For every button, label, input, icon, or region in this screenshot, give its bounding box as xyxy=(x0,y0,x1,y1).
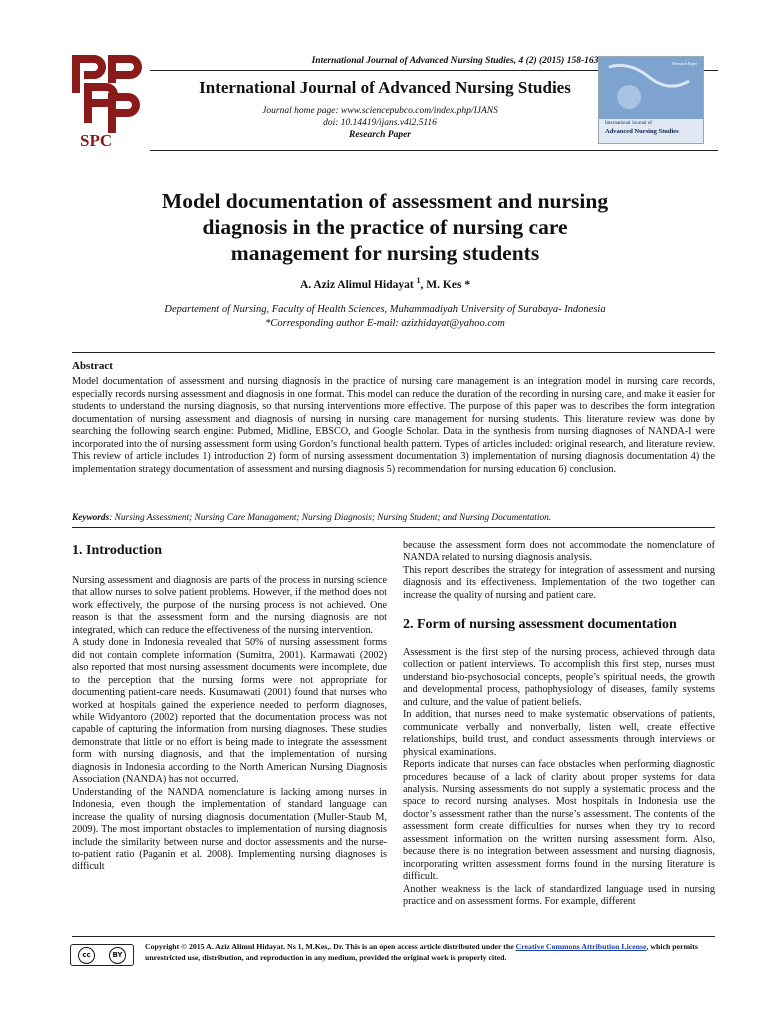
corresponding-author: *Corresponding author E-mail: azizhidayat@yahoo.com xyxy=(265,318,505,329)
abstract-text: Model documentation of assessment and nursing diagnosis in the practice of nursing care management is an integration model in nursing care records, especially records nursing assessment and diagnosis in one format. This model can reduce the duration of the recording in nursing care, and make it easier for students to understand the nursing diagnosis, so that nursing interventions more effective. The purpose of this paper was to describes the form integration documentation of nursing assessment and diagnosis of nursing in nursing care management for nursing students. This literature review was done by searching the following search engine: Pubmed, Midline, EBSCO, and Google Scholar. Data in the synthesis from nursing diagnoses of NANDA-I were incorporated into the of nursing assessment form using Gordon’s functional health pattern. Types of articles included: original research, and literature review. This review of article includes 1) introduction 2) form of nursing assessment documentation 3) implementation of nursing diagnosis documentation 4) the implementation strategy documentation of assessment and nursing diagnosis 5) recommendation for nursing education 6) conclusion. xyxy=(72,376,715,475)
keywords-label: Keywords xyxy=(72,513,110,523)
paragraph: Another weakness is the lack of standardized language used in nursing practice and on assessment forms. For example, different xyxy=(403,883,715,908)
paragraph: In addition, that nurses need to make systematic observations of patients, communicate verbally and nonverbally, listen well, create effective relationships, build trust, and conduct assessments through interviews or physical examinations. xyxy=(403,709,715,758)
journal-cover xyxy=(598,56,704,144)
journal-homepage: Journal home page: www.sciencepubco.com/index.php/IJANS xyxy=(262,106,498,116)
cc-by-badge[interactable] xyxy=(70,944,134,966)
author-degree: , M. Kes xyxy=(420,278,462,291)
copyright-notice xyxy=(145,942,720,963)
paper-title-line-3: management for nursing students xyxy=(230,241,540,265)
author-star: * xyxy=(461,278,471,291)
paragraph: Nursing assessment and diagnosis are parts of the process in nursing science that allow nurses to solve patient problems. However, if the method does not work effectively, the purpose of the nursing process is not achieved. One reason is that the assessment form and the nursing diagnosis are not integrated, which can reduce the effectiveness of the nursing intervention. xyxy=(72,575,387,636)
cover-caption: Advanced Nursing Studies xyxy=(605,128,679,135)
paper-title-line-2: diagnosis in the practice of nursing care xyxy=(202,215,568,239)
journal-doi: doi: 10.14419/ijans.v4i2.5116 xyxy=(323,118,437,128)
abstract-rule-top xyxy=(72,352,715,353)
copyright-text: Copyright © 2015 A. Aziz Alimul Hidayat. Ns 1, M.Kes,. Dr. This is an open access article distributed under the xyxy=(145,942,516,951)
journal-title: International Journal of Advanced Nursing Studies xyxy=(199,78,571,97)
cover-small-text: International Journal of xyxy=(605,121,652,126)
paragraph: Understanding of the NANDA nomenclature is lacking among nurses in Indonesia, even though the implementation of standard language can increase the quality of nursing diagnosis documentation (Muller-Staub M, 2009). The most important obstacles to implementation of nursing diagnosis include the similarity between nurse and doctor assessments and the nurse-to-patient ratio (Paganin et al. 2008). Implementing nursing diagnoses is difficult xyxy=(72,786,387,873)
spc-logo-icon xyxy=(64,53,144,149)
authors xyxy=(200,276,570,291)
right-column-top xyxy=(403,540,715,602)
by-icon: BY xyxy=(109,947,126,964)
cover-top-text: Research Paper xyxy=(672,61,697,66)
section-2-heading: 2. Form of nursing assessment documentation xyxy=(403,617,677,632)
section-1-body xyxy=(72,575,387,874)
author-name: A. Aziz Alimul Hidayat xyxy=(299,278,417,291)
author-sup: 1 xyxy=(416,276,421,285)
paragraph: A study done in Indonesia revealed that 50% of nursing assessment forms did not contain complete information (Sumitra, 2001). Karmawati (2002) also reported that most nursing assessment documents were incomplete, due to the perception that the nursing forms were not appropriate for documenting patient-care needs. Kusumawati (2001) found that nurses who worked at hospitals gained the experience needed to perform diagnoses, while Widyantoro (2002) reported that the documentation process was not capable of capturing the information from nursing diagnoses. These studies demonstrate that little or no effort is being made to integrate the assessment form with nursing diagnosis, and that the implementation of nursing diagnosis in Indonesia according to the North American Nursing Diagnosis Association (NANDA) has not occurred. xyxy=(72,637,387,786)
keywords xyxy=(72,513,715,523)
paper-title xyxy=(110,188,660,266)
paper-title-line-1: Model documentation of assessment and nursing xyxy=(161,189,609,213)
paragraph: This report describes the strategy for integration of assessment and nursing diagnosis and its effectiveness. Implementation of the two together can increase the quality of nursing and patient care. xyxy=(403,564,715,601)
abstract-heading: Abstract xyxy=(72,360,113,372)
paper-type: Research Paper xyxy=(348,130,411,140)
copyright-text-tail: , which permits unrestricted use, distribution, and reproduction in any medium, provided the original work is properly cited. xyxy=(145,942,698,962)
paragraph: Assessment is the first step of the nursing process, achieved through data collection or patient interviews. To accomplish this first step, nurses must understand bio-psychosocial concepts, people’s spiritual needs, the growth and developmental process, pathophysiology of diseases, family systems and culture, and the value of patient beliefs. xyxy=(403,647,715,708)
section-2-body xyxy=(403,647,715,909)
keywords-list: : Nursing Assessment; Nursing Care Managament; Nursing Diagnosis; Nursing Student; and Nursing Documentation. xyxy=(109,513,552,523)
running-header: International Journal of Advanced Nursing Studies, 4 (2) (2015) 158-163 xyxy=(311,56,599,66)
abstract-rule-bottom xyxy=(72,527,715,528)
paragraph: because the assessment form does not accommodate the nomenclature of NANDA related to nursing diagnosis analysis. xyxy=(403,540,715,564)
cc-icon: cc xyxy=(78,947,95,964)
affiliation: Departement of Nursing, Faculty of Health Sciences, Muhammadiyah University of Surabaya- Indonesia xyxy=(164,304,606,315)
paragraph: Reports indicate that nurses can face obstacles when performing diagnostic procedures because of a lack of clarity about proper systems for data analysis. Nursing assessments do not supply a systematic process and the space to record nursing analyses. Most hospitals in Indonesia use the doctor’s assessment rather than the nurse’s assessment. The contents of the assessment form create difficulties for nurses when they try to record assessment information on the written nursing assessment form. Also, because there is no integration between assessment and nursing diagnosis, incorporating written assessment forms found in the nursing literature is difficult. xyxy=(403,759,715,883)
section-1-heading: 1. Introduction xyxy=(72,543,162,558)
header-rule-bottom xyxy=(150,150,718,151)
logo-text: SPC xyxy=(80,131,113,149)
footer-rule xyxy=(72,936,715,937)
license-link[interactable]: Creative Commons Attribution License xyxy=(515,942,647,951)
